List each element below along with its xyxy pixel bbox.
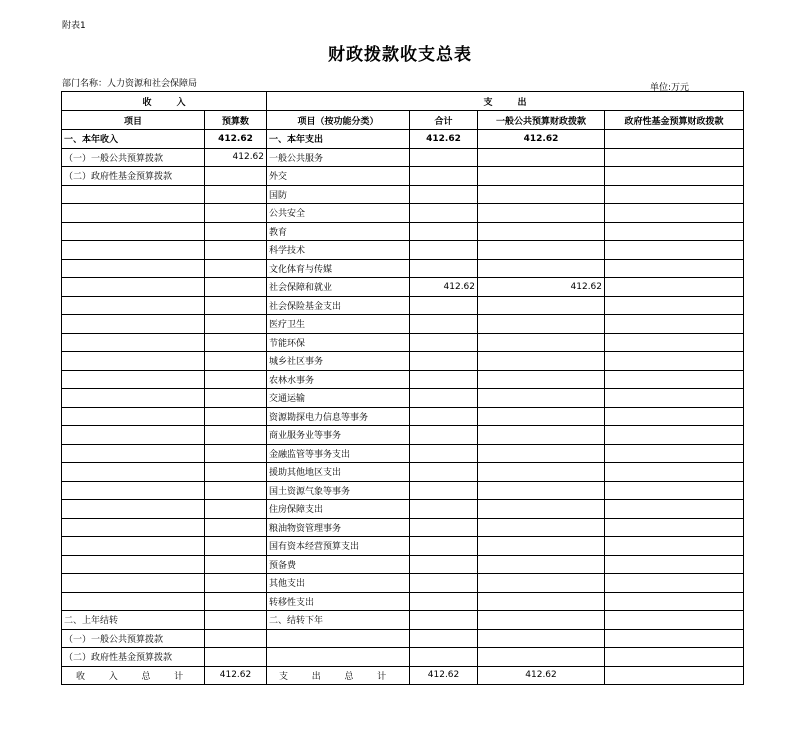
budget-table	[61, 91, 744, 685]
table-row	[62, 222, 744, 241]
table-row	[62, 555, 744, 574]
expense-item-name: 公共安全	[267, 204, 410, 223]
income-empty-cell	[62, 592, 205, 611]
income-empty-cell	[62, 426, 205, 445]
income-prior-year: 二、上年结转	[62, 611, 205, 630]
income-empty-value	[205, 518, 267, 537]
expense-item-total	[410, 296, 478, 315]
table-row	[62, 666, 744, 685]
expense-item-general	[478, 370, 605, 389]
expense-item-total	[410, 426, 478, 445]
income-empty-cell	[62, 537, 205, 556]
col-header-fund: 政府性基金预算财政拨款	[605, 111, 744, 130]
expense-current-fund	[605, 130, 744, 149]
expense-item-fund	[605, 555, 744, 574]
expense-item-total	[410, 185, 478, 204]
expense-current-general: 412.62	[478, 130, 605, 149]
expense-item-fund	[605, 463, 744, 482]
income-empty-value	[205, 259, 267, 278]
col-header-func-item: 项目（按功能分类）	[267, 111, 410, 130]
table-row	[62, 426, 744, 445]
income-general-budget: （一）一般公共预算拨款	[62, 148, 205, 167]
attachment-label: 附表1	[62, 21, 86, 31]
expense-item-total	[410, 592, 478, 611]
income-empty-cell	[62, 555, 205, 574]
expense-item-general: 412.62	[478, 278, 605, 297]
expense-carry-general	[478, 611, 605, 630]
expense-item-name: 资源勘探电力信息等事务	[267, 407, 410, 426]
table-row	[62, 185, 744, 204]
income-prior-fund: （二）政府性基金预算拨款	[62, 648, 205, 667]
income-group-header: 收 入	[62, 92, 267, 111]
expense-item-fund	[605, 296, 744, 315]
expense-item-total	[410, 518, 478, 537]
expense-item-name: 教育	[267, 222, 410, 241]
expense-carry-total	[410, 611, 478, 630]
expense-item-name: 社会保险基金支出	[267, 296, 410, 315]
expense-carry-fund	[605, 611, 744, 630]
expense-item-general	[478, 444, 605, 463]
income-empty-value	[205, 352, 267, 371]
expense-item-general	[478, 407, 605, 426]
income-prior-general-value	[205, 629, 267, 648]
expense-item-general	[478, 315, 605, 334]
expense-item-total: 412.62	[410, 278, 478, 297]
expense-item-fund	[605, 315, 744, 334]
expense-item-general	[478, 518, 605, 537]
expense-item-total	[410, 481, 478, 500]
expense-item-fund	[605, 278, 744, 297]
expense-item-general	[478, 185, 605, 204]
expense-item-general	[478, 574, 605, 593]
page-title: 财政拨款收支总表	[328, 45, 472, 65]
expense-item-general	[478, 333, 605, 352]
expense-item-general	[478, 222, 605, 241]
income-empty-cell	[62, 259, 205, 278]
income-empty-cell	[62, 407, 205, 426]
income-general-budget-value: 412.62	[205, 148, 267, 167]
expense-item-general	[478, 259, 605, 278]
income-empty-value	[205, 315, 267, 334]
expense-empty-fund	[605, 648, 744, 667]
expense-item-general	[478, 389, 605, 408]
table-row	[62, 352, 744, 371]
expense-item-name: 一般公共服务	[267, 148, 410, 167]
expense-total-general: 412.62	[478, 666, 605, 685]
income-empty-cell	[62, 185, 205, 204]
income-empty-value	[205, 204, 267, 223]
expense-item-general	[478, 481, 605, 500]
income-fund-budget: （二）政府性基金预算拨款	[62, 167, 205, 186]
expense-item-fund	[605, 185, 744, 204]
table-row	[62, 629, 744, 648]
income-empty-cell	[62, 278, 205, 297]
expense-item-name: 城乡社区事务	[267, 352, 410, 371]
expense-item-fund	[605, 389, 744, 408]
income-empty-value	[205, 574, 267, 593]
expense-item-fund	[605, 407, 744, 426]
expense-item-total	[410, 500, 478, 519]
expense-item-total	[410, 463, 478, 482]
income-current-year: 一、本年收入	[62, 130, 205, 149]
expense-item-fund	[605, 241, 744, 260]
expense-total-label: 支 出 总 计	[267, 666, 410, 685]
expense-item-name: 粮油物资管理事务	[267, 518, 410, 537]
expense-item-general	[478, 426, 605, 445]
expense-item-total	[410, 352, 478, 371]
table-row	[62, 463, 744, 482]
expense-item-fund	[605, 518, 744, 537]
income-fund-budget-value	[205, 167, 267, 186]
expense-item-total	[410, 204, 478, 223]
expense-item-fund	[605, 259, 744, 278]
expense-item-fund	[605, 333, 744, 352]
income-empty-cell	[62, 296, 205, 315]
income-empty-cell	[62, 518, 205, 537]
expense-item-total	[410, 259, 478, 278]
expense-item-total	[410, 167, 478, 186]
expense-empty-general	[478, 629, 605, 648]
header-row-group	[62, 92, 744, 111]
expense-item-name: 交通运输	[267, 389, 410, 408]
table-row	[62, 278, 744, 297]
income-prior-fund-value	[205, 648, 267, 667]
income-current-year-value: 412.62	[205, 130, 267, 149]
expense-item-name: 节能环保	[267, 333, 410, 352]
col-header-item: 项目	[62, 111, 205, 130]
expense-item-name: 其他支出	[267, 574, 410, 593]
expense-item-name: 商业服务业等事务	[267, 426, 410, 445]
expense-empty-fund	[605, 629, 744, 648]
expense-item-fund	[605, 370, 744, 389]
expense-item-fund	[605, 444, 744, 463]
income-empty-cell	[62, 444, 205, 463]
expense-item-general	[478, 537, 605, 556]
row-current-year	[62, 130, 744, 149]
expense-item-total	[410, 389, 478, 408]
col-header-total: 合计	[410, 111, 478, 130]
table-row	[62, 407, 744, 426]
table-row	[62, 259, 744, 278]
income-empty-cell	[62, 241, 205, 260]
expense-item-total	[410, 333, 478, 352]
expense-item-name: 文化体育与传媒	[267, 259, 410, 278]
expense-item-general	[478, 296, 605, 315]
table-row	[62, 148, 744, 167]
expense-item-general	[478, 148, 605, 167]
expense-item-name: 医疗卫生	[267, 315, 410, 334]
expense-item-total	[410, 148, 478, 167]
income-empty-value	[205, 370, 267, 389]
expense-item-name: 外交	[267, 167, 410, 186]
income-empty-cell	[62, 352, 205, 371]
table-row	[62, 592, 744, 611]
income-empty-value	[205, 296, 267, 315]
income-empty-value	[205, 222, 267, 241]
table-row	[62, 241, 744, 260]
expense-item-fund	[605, 574, 744, 593]
income-empty-cell	[62, 370, 205, 389]
col-header-budget: 预算数	[205, 111, 267, 130]
income-empty-cell	[62, 463, 205, 482]
income-empty-cell	[62, 481, 205, 500]
expense-item-name: 住房保障支出	[267, 500, 410, 519]
table-row	[62, 296, 744, 315]
expense-item-name: 金融监管等事务支出	[267, 444, 410, 463]
expense-item-fund	[605, 352, 744, 371]
expense-item-general	[478, 555, 605, 574]
income-empty-value	[205, 537, 267, 556]
table-row	[62, 370, 744, 389]
income-total-label: 收 入 总 计	[62, 666, 205, 685]
income-empty-value	[205, 407, 267, 426]
expense-item-fund	[605, 426, 744, 445]
income-empty-value	[205, 185, 267, 204]
table-row	[62, 333, 744, 352]
expense-empty-total	[410, 648, 478, 667]
income-empty-value	[205, 241, 267, 260]
header-row-columns	[62, 111, 744, 130]
expense-item-name: 转移性支出	[267, 592, 410, 611]
expense-item-name: 国土资源气象等事务	[267, 481, 410, 500]
expense-item-name: 预备费	[267, 555, 410, 574]
expense-item-total	[410, 555, 478, 574]
expense-current-total: 412.62	[410, 130, 478, 149]
expense-item-name: 援助其他地区支出	[267, 463, 410, 482]
income-empty-value	[205, 500, 267, 519]
expense-item-total	[410, 574, 478, 593]
expense-item-total	[410, 537, 478, 556]
expense-item-fund	[605, 222, 744, 241]
table-row	[62, 389, 744, 408]
income-prior-general: （一）一般公共预算拨款	[62, 629, 205, 648]
expense-item-name: 国防	[267, 185, 410, 204]
expense-item-name: 社会保障和就业	[267, 278, 410, 297]
income-total-value: 412.62	[205, 666, 267, 685]
income-empty-cell	[62, 389, 205, 408]
income-empty-value	[205, 426, 267, 445]
expense-empty-total	[410, 629, 478, 648]
expense-item-fund	[605, 204, 744, 223]
table-row	[62, 518, 744, 537]
expense-item-total	[410, 407, 478, 426]
expense-total-fund	[605, 666, 744, 685]
expense-item-total	[410, 444, 478, 463]
department-name: 部门名称：人力资源和社会保障局	[62, 79, 198, 89]
table-row	[62, 500, 744, 519]
expense-item-general	[478, 592, 605, 611]
expense-item-name: 国有资本经营预算支出	[267, 537, 410, 556]
expense-item-general	[478, 241, 605, 260]
expense-item-fund	[605, 481, 744, 500]
expense-empty-cell	[267, 648, 410, 667]
income-empty-value	[205, 592, 267, 611]
table-row	[62, 315, 744, 334]
income-empty-cell	[62, 333, 205, 352]
income-empty-value	[205, 463, 267, 482]
expense-item-fund	[605, 537, 744, 556]
income-empty-cell	[62, 500, 205, 519]
expense-item-general	[478, 204, 605, 223]
income-empty-cell	[62, 315, 205, 334]
unit-label: 单位:万元	[650, 83, 690, 93]
income-empty-value	[205, 389, 267, 408]
table-row	[62, 481, 744, 500]
table-row	[62, 167, 744, 186]
income-empty-value	[205, 555, 267, 574]
table-row	[62, 611, 744, 630]
expense-item-fund	[605, 592, 744, 611]
expense-current-year: 一、本年支出	[267, 130, 410, 149]
table-row	[62, 444, 744, 463]
expense-item-name: 农林水事务	[267, 370, 410, 389]
expense-total-value: 412.62	[410, 666, 478, 685]
expense-item-general	[478, 167, 605, 186]
expense-item-total	[410, 315, 478, 334]
income-empty-cell	[62, 222, 205, 241]
income-empty-cell	[62, 574, 205, 593]
expense-item-general	[478, 463, 605, 482]
expense-carry-forward: 二、结转下年	[267, 611, 410, 630]
expense-item-general	[478, 500, 605, 519]
expense-group-header: 支 出	[267, 92, 744, 111]
col-header-general: 一般公共预算财政拨款	[478, 111, 605, 130]
income-empty-value	[205, 333, 267, 352]
expense-item-general	[478, 352, 605, 371]
table-row	[62, 574, 744, 593]
expense-empty-cell	[267, 629, 410, 648]
expense-item-total	[410, 222, 478, 241]
table-row	[62, 204, 744, 223]
expense-item-total	[410, 370, 478, 389]
income-empty-value	[205, 278, 267, 297]
income-empty-cell	[62, 204, 205, 223]
income-empty-value	[205, 444, 267, 463]
expense-item-fund	[605, 148, 744, 167]
table-row	[62, 537, 744, 556]
income-empty-value	[205, 481, 267, 500]
expense-item-total	[410, 241, 478, 260]
expense-item-name: 科学技术	[267, 241, 410, 260]
expense-item-fund	[605, 167, 744, 186]
income-prior-year-value	[205, 611, 267, 630]
table-row	[62, 648, 744, 667]
expense-empty-general	[478, 648, 605, 667]
expense-item-fund	[605, 500, 744, 519]
